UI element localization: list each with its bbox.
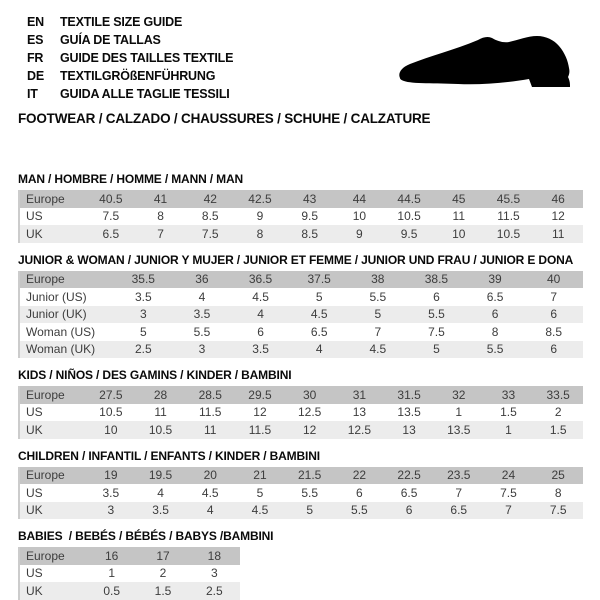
row-label: Woman (US): [26, 324, 96, 339]
size-table-section: [18, 172, 583, 243]
table-row: [20, 582, 240, 600]
table-row: [20, 467, 583, 485]
table-row: [20, 502, 583, 520]
table-row: [20, 484, 583, 502]
size-value: 6.5: [400, 485, 418, 500]
size-value: 6.5: [450, 503, 468, 518]
language-label: GUÍA DE TALLAS: [60, 33, 161, 47]
size-value: 6: [550, 307, 558, 322]
row-label: UK: [26, 583, 43, 598]
table-row: [20, 208, 583, 226]
size-value: 3.5: [252, 342, 269, 357]
size-value: 36.5: [248, 272, 273, 287]
size-value: 1: [505, 422, 512, 437]
size-value: 12.5: [347, 422, 372, 437]
row-label: UK: [26, 226, 43, 241]
size-value: 8.5: [201, 209, 219, 224]
size-value: 8: [491, 324, 499, 339]
size-value: 5: [306, 503, 313, 518]
size-value: 9: [256, 209, 264, 224]
size-value: 5.5: [301, 485, 318, 500]
size-value: 21.5: [297, 468, 322, 483]
size-value: 10: [452, 226, 466, 241]
size-value: 5: [433, 342, 440, 357]
size-value: 7.5: [201, 226, 219, 241]
size-table-section: [18, 253, 583, 359]
size-value: 4: [206, 503, 214, 518]
size-value: 38.5: [424, 272, 449, 287]
row-label: Europe: [26, 468, 65, 483]
size-value: 25: [551, 468, 565, 483]
size-value: 13: [352, 405, 367, 420]
row-label: Junior (US): [26, 289, 87, 304]
size-value: 5: [139, 324, 147, 339]
row-label: Europe: [26, 191, 65, 206]
size-value: 38: [371, 272, 385, 287]
size-table-title: JUNIOR & WOMAN / JUNIOR Y MUJER / JUNIOR ET FEMME / JUNIOR UND FRAU / JUNIOR E DONA: [18, 252, 574, 267]
size-value: 2.5: [134, 342, 152, 357]
language-label: TEXTILE SIZE GUIDE: [60, 15, 183, 29]
size-table-section: [18, 449, 583, 520]
table-row: [20, 404, 583, 422]
size-value: 10: [352, 209, 367, 224]
size-value: 5: [374, 307, 382, 322]
size-value: 12.5: [297, 405, 322, 420]
size-value: 5.5: [486, 342, 504, 357]
language-item: [27, 13, 233, 31]
size-value: 10.5: [148, 422, 173, 437]
size-value: 18: [207, 548, 221, 563]
size-value: 6.5: [310, 324, 328, 339]
size-value: 20: [203, 468, 217, 483]
size-value: 1.5: [549, 422, 567, 437]
row-label: Europe: [26, 272, 65, 287]
language-code: ES: [27, 33, 44, 47]
size-value: 1: [108, 566, 115, 581]
size-value: 3.5: [134, 289, 152, 304]
size-value: 30: [302, 387, 317, 402]
size-value: 41: [153, 191, 168, 206]
size-table-title: BABIES / BEBÉS / BÉBÉS / BABYS /BAMBINI: [18, 529, 274, 543]
size-value: 45: [452, 191, 466, 206]
size-value: 37.5: [307, 272, 331, 287]
table-row: [20, 386, 583, 404]
size-value: 39: [488, 272, 502, 287]
size-value: 12: [253, 405, 267, 420]
size-value: 7: [505, 503, 512, 518]
size-value: 7.5: [549, 503, 567, 518]
size-tables: [18, 172, 583, 600]
size-value: 44.5: [397, 191, 421, 206]
size-value: 6: [550, 342, 558, 357]
size-value: 36: [195, 272, 209, 287]
row-label: UK: [26, 422, 43, 437]
table-row: [20, 271, 583, 289]
size-value: 8: [554, 485, 562, 500]
size-value: 1: [455, 405, 463, 420]
size-value: 4: [198, 289, 206, 304]
size-value: 9: [356, 226, 363, 241]
size-value: 11: [452, 209, 465, 224]
language-code: FR: [27, 51, 44, 65]
size-value: 11: [551, 226, 565, 241]
size-value: 3.5: [193, 307, 211, 322]
language-label: TEXTILGRÖßENFÜHRUNG: [60, 69, 216, 83]
row-label: US: [26, 405, 43, 420]
size-value: 8: [256, 226, 264, 241]
size-value: 7: [157, 226, 164, 241]
size-value: 13.5: [447, 422, 471, 437]
size-value: 42: [203, 191, 217, 206]
size-value: 4: [315, 342, 323, 357]
row-label: UK: [26, 503, 43, 518]
size-value: 5: [315, 289, 323, 304]
size-value: 7.5: [428, 324, 445, 339]
size-value: 31: [352, 387, 367, 402]
size-value: 10.5: [397, 209, 421, 224]
language-item: [27, 85, 233, 103]
size-value: 9.5: [301, 209, 318, 224]
language-code: DE: [27, 69, 44, 83]
size-value: 19: [104, 468, 118, 483]
table-row: [20, 288, 583, 306]
category-line: FOOTWEAR / CALZADO / CHAUSSURES / SCHUHE / CALZATURE: [18, 111, 431, 126]
shoe-icon: [396, 33, 588, 93]
size-table: [18, 547, 240, 600]
size-value: 4: [157, 485, 164, 500]
language-label: GUIDE DES TAILLES TEXTILE: [60, 51, 234, 65]
size-value: 28: [153, 387, 168, 402]
size-table-section: [18, 368, 583, 439]
row-label: Europe: [26, 387, 65, 402]
size-value: 40: [547, 272, 561, 287]
size-value: 7: [550, 289, 558, 304]
size-value: 42.5: [248, 191, 272, 206]
row-label: Woman (UK): [26, 342, 96, 357]
size-value: 1.5: [500, 405, 517, 420]
row-label: Junior (UK): [26, 307, 87, 322]
size-value: 3.5: [152, 503, 169, 518]
size-table-section: [18, 529, 583, 600]
size-value: 31.5: [397, 387, 421, 402]
size-value: 10.5: [496, 226, 521, 241]
size-value: 7.5: [500, 485, 517, 500]
size-value: 13.5: [397, 405, 421, 420]
size-value: 6.5: [102, 226, 120, 241]
table-row: [20, 547, 240, 565]
size-value: 7: [374, 324, 382, 339]
size-value: 5.5: [351, 503, 368, 518]
size-value: 4.5: [201, 485, 219, 500]
size-value: 5.5: [369, 289, 387, 304]
size-value: 33: [501, 387, 516, 402]
size-value: 17: [156, 548, 170, 563]
row-label: US: [26, 485, 43, 500]
size-value: 8: [157, 209, 164, 224]
row-label: Europe: [26, 548, 65, 563]
size-value: 4.5: [251, 503, 269, 518]
size-value: 6: [405, 503, 413, 518]
size-table: [18, 386, 583, 439]
size-value: 8.5: [301, 226, 318, 241]
size-value: 5: [256, 485, 264, 500]
size-value: 28.5: [198, 387, 222, 402]
size-value: 3.5: [102, 485, 120, 500]
size-value: 4.5: [310, 307, 328, 322]
size-value: 8.5: [545, 324, 563, 339]
size-value: 1.5: [154, 583, 172, 598]
size-value: 6: [356, 485, 363, 500]
size-value: 35.5: [131, 272, 155, 287]
size-value: 6: [433, 289, 440, 304]
table-row: [20, 565, 240, 583]
language-item: [27, 49, 233, 67]
size-value: 11.5: [248, 422, 272, 437]
size-value: 12: [551, 209, 565, 224]
size-value: 6: [257, 324, 264, 339]
size-value: 3: [210, 566, 218, 581]
size-value: 6.5: [486, 289, 504, 304]
size-table-title: KIDS / NIÑOS / DES GAMINS / KINDER / BAMBINI: [18, 368, 292, 382]
size-value: 4.5: [252, 289, 269, 304]
size-table-title: MAN / HOMBRE / HOMME / MANN / MAN: [18, 172, 244, 186]
size-value: 10: [104, 422, 118, 437]
language-code: IT: [27, 87, 38, 101]
row-label: US: [26, 566, 43, 581]
size-table: [18, 467, 583, 520]
language-list: [27, 13, 233, 103]
size-table: [18, 190, 583, 243]
table-row: [20, 421, 583, 439]
size-value: 2: [554, 405, 562, 420]
size-value: 5.5: [193, 324, 211, 339]
size-value: 43: [302, 191, 317, 206]
language-code: EN: [27, 15, 44, 29]
size-value: 4: [257, 307, 264, 322]
size-value: 7.5: [102, 209, 120, 224]
size-table: [18, 271, 583, 359]
size-value: 45.5: [496, 191, 521, 206]
row-label: US: [26, 209, 43, 224]
size-value: 2: [159, 566, 167, 581]
size-value: 16: [104, 548, 119, 563]
size-value: 0.5: [103, 583, 120, 598]
language-label: GUIDA ALLE TAGLIE TESSILI: [60, 87, 230, 101]
size-value: 40.5: [99, 191, 123, 206]
size-value: 11: [154, 405, 167, 420]
table-row: [20, 323, 583, 341]
size-value: 24: [501, 468, 516, 483]
size-value: 33.5: [546, 387, 570, 402]
size-value: 6: [491, 307, 499, 322]
size-value: 12: [302, 422, 317, 437]
size-value: 29.5: [248, 387, 272, 402]
table-row: [20, 341, 583, 359]
size-value: 46: [551, 191, 565, 206]
size-value: 9.5: [400, 226, 418, 241]
size-value: 7: [455, 485, 463, 500]
size-value: 22: [352, 468, 367, 483]
size-value: 22.5: [397, 468, 421, 483]
language-item: [27, 31, 233, 49]
size-value: 32: [452, 387, 466, 402]
size-value: 3: [139, 307, 147, 322]
size-value: 11.5: [199, 405, 222, 420]
language-item: [27, 67, 233, 85]
size-value: 19.5: [148, 468, 173, 483]
size-value: 11.5: [497, 209, 520, 224]
size-value: 4.5: [369, 342, 387, 357]
size-table-title: CHILDREN / INFANTIL / ENFANTS / KINDER / BAMBINI: [18, 448, 320, 463]
size-value: 3: [107, 503, 115, 518]
size-value: 27.5: [99, 387, 123, 402]
size-value: 44: [352, 191, 367, 206]
table-row: [20, 190, 583, 208]
size-value: 11: [204, 422, 217, 437]
size-value: 5.5: [428, 307, 445, 322]
size-value: 3: [198, 342, 206, 357]
table-row: [20, 306, 583, 324]
size-value: 13: [402, 422, 416, 437]
table-row: [20, 225, 583, 243]
size-value: 2.5: [205, 583, 223, 598]
size-value: 21: [253, 468, 267, 483]
size-value: 23.5: [447, 468, 471, 483]
size-value: 10.5: [99, 405, 123, 420]
